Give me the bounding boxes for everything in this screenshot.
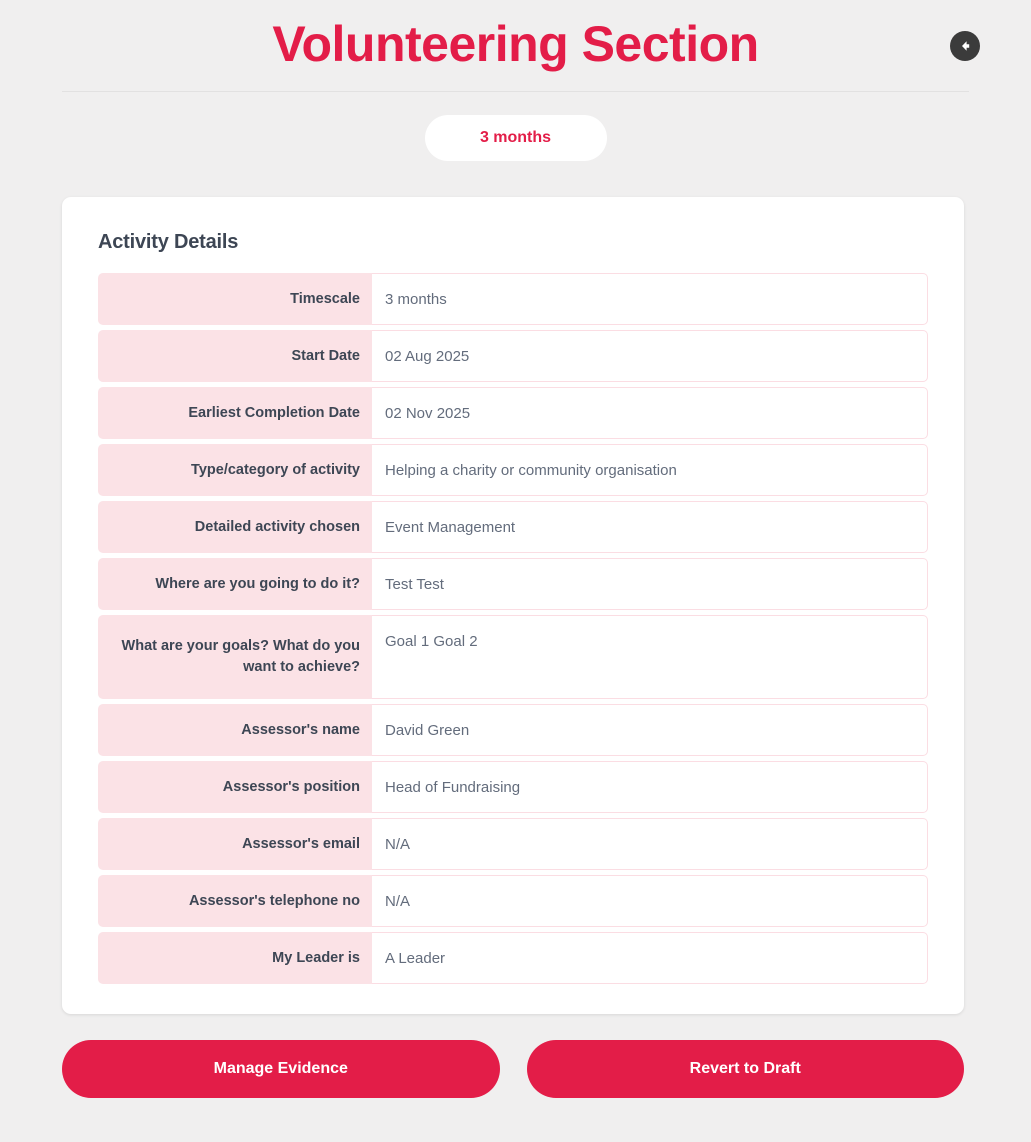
row-value: N/A <box>372 875 928 927</box>
table-row <box>98 444 928 496</box>
table-row <box>98 615 928 699</box>
row-value: Helping a charity or community organisation <box>372 444 928 496</box>
manage-evidence-button[interactable]: Manage Evidence <box>62 1040 500 1098</box>
row-label: Detailed activity chosen <box>98 501 372 553</box>
row-value: 02 Aug 2025 <box>372 330 928 382</box>
row-value: Goal 1 Goal 2 <box>372 615 928 699</box>
footer-actions <box>62 1040 964 1098</box>
table-row <box>98 818 928 870</box>
row-label: My Leader is <box>98 932 372 984</box>
row-label: Assessor's telephone no <box>98 875 372 927</box>
row-value: Event Management <box>372 501 928 553</box>
table-row <box>98 501 928 553</box>
row-value: N/A <box>372 818 928 870</box>
table-row <box>98 875 928 927</box>
row-label: Assessor's position <box>98 761 372 813</box>
back-arrow-icon <box>957 38 973 54</box>
row-label: Start Date <box>98 330 372 382</box>
row-label: Type/category of activity <box>98 444 372 496</box>
row-label: Timescale <box>98 273 372 325</box>
page-title: Volunteering Section <box>272 16 759 72</box>
revert-to-draft-button[interactable]: Revert to Draft <box>527 1040 965 1098</box>
row-value: Test Test <box>372 558 928 610</box>
activity-details-table <box>98 273 928 984</box>
table-row <box>98 387 928 439</box>
row-value: 02 Nov 2025 <box>372 387 928 439</box>
back-button[interactable] <box>950 31 980 61</box>
row-label: Assessor's email <box>98 818 372 870</box>
table-row <box>98 704 928 756</box>
card-title: Activity Details <box>98 231 239 253</box>
row-label: Where are you going to do it? <box>98 558 372 610</box>
table-row <box>98 273 928 325</box>
table-row <box>98 558 928 610</box>
page-header <box>0 0 1031 92</box>
table-row <box>98 330 928 382</box>
header-divider <box>62 91 969 92</box>
row-value: 3 months <box>372 273 928 325</box>
timescale-badge[interactable]: 3 months <box>425 115 607 161</box>
table-row <box>98 761 928 813</box>
table-row <box>98 932 928 984</box>
row-value: A Leader <box>372 932 928 984</box>
row-label: What are your goals? What do you want to achieve? <box>98 615 372 699</box>
activity-details-card <box>62 197 964 1014</box>
row-value: Head of Fundraising <box>372 761 928 813</box>
row-label: Earliest Completion Date <box>98 387 372 439</box>
row-label: Assessor's name <box>98 704 372 756</box>
timescale-badge-row <box>0 115 1031 161</box>
row-value: David Green <box>372 704 928 756</box>
